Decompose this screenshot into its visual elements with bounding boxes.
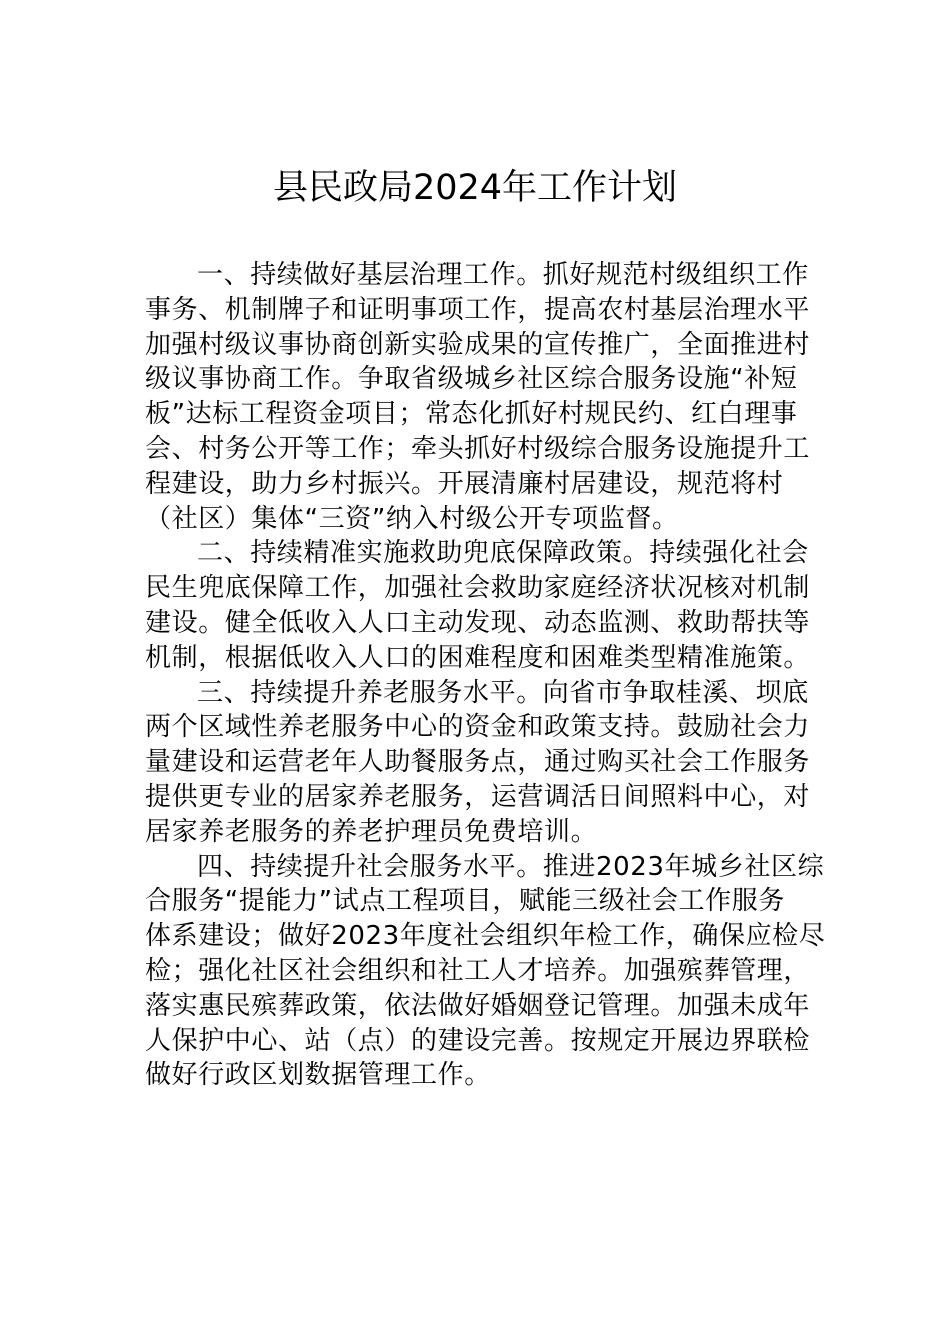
text-line: 建设。健全低收入人口主动发现、动态监测、救助帮扶等 [145,607,811,638]
text-line: 体系建设；做好2023年度社会组织年检工作，确保应检尽 [145,921,826,952]
text-line: 合服务“提能力”试点工程项目，赋能三级社会工作服务 [145,886,785,917]
text-line: 人保护中心、站（点）的建设完善。按规定开展边界联检 [145,1025,811,1056]
text-line: 加强村级议事协商创新实验成果的宣传推广，全面推进村 [145,329,811,360]
paragraph-3 [145,676,810,850]
text-line: 民生兜底保障工作，加强社会救助家庭经济状况核对机制 [145,573,811,604]
text-line: 事务、机制牌子和证明事项工作，提高农村基层治理水平 [145,294,811,325]
paragraph-4 [145,850,826,1094]
text-line: 级议事协商工作。争取省级城乡社区综合服务设施“补短 [145,364,798,395]
text-line: 三、持续提升养老服务水平。向省市争取桂溪、坝底 [197,677,809,708]
text-line: 一、持续做好基层治理工作。抓好规范村级组织工作 [197,260,809,290]
text-line: 落实惠民殡葬政策，依法做好婚姻登记管理。加强未成年 [145,990,811,1021]
text-line: 板”达标工程资金项目；常态化抓好村规民约、红白理事 [145,399,798,430]
text-line: 检；强化社区社会组织和社工人才培养。加强殡葬管理， [145,955,811,986]
text-line: 两个区域性养老服务中心的资金和政策支持。鼓励社会力 [145,712,811,743]
text-line: 四、持续提升社会服务水平。推进2023年城乡社区综 [197,851,825,882]
text-line: 会、村务公开等工作；牵头抓好村级综合服务设施提升工 [145,433,811,464]
document-title: 县民政局2024年工作计划 [272,168,678,208]
text-line: 量建设和运营老年人助餐服务点，通过购买社会工作服务 [145,747,811,778]
text-line: 程建设，助力乡村振兴。开展清廉村居建设，规范将村 [145,468,784,499]
text-line: 做好行政区划数据管理工作。 [145,1060,491,1091]
text-line: 提供更专业的居家养老服务，运营调活日间照料中心，对 [145,781,811,812]
document-body [145,258,826,1093]
paragraph-2 [145,536,810,675]
text-line: 二、持续精准实施救助兜底保障政策。持续强化社会 [197,538,809,569]
paragraph-1 [145,258,810,536]
text-line: 居家养老服务的养老护理员免费培训。 [145,816,598,847]
text-line: 机制，根据低收入人口的困难程度和困难类型精准施策。 [145,642,811,673]
text-line: （社区）集体“三资”纳入村级公开专项监督。 [145,503,679,534]
